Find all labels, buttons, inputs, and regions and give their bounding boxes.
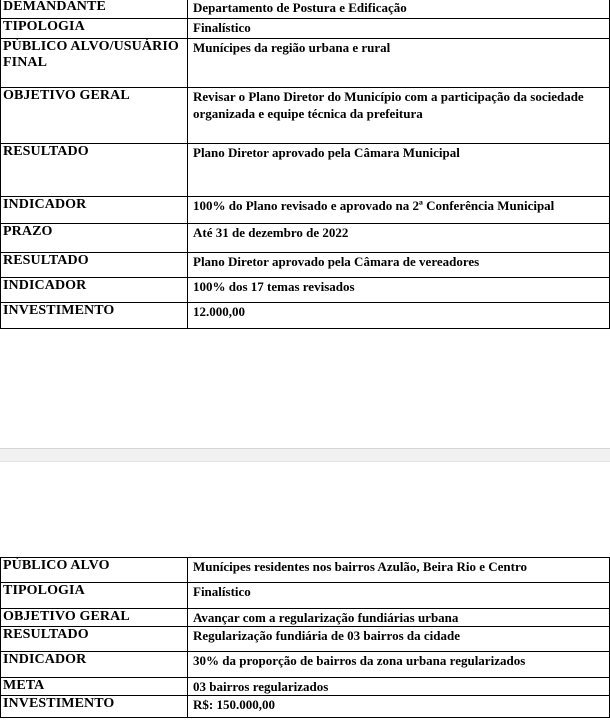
- row-value: 12.000,00: [188, 303, 610, 329]
- row-value: 03 bairros regularizados: [188, 678, 610, 696]
- row-label: RESULTADO: [1, 253, 188, 278]
- table-row: [1, 19, 610, 39]
- row-label: INVESTIMENTO: [1, 303, 188, 329]
- table-row: [1, 224, 610, 253]
- row-value: Avançar com a regularização fundiárias urbana: [188, 609, 610, 627]
- table-row: [1, 197, 610, 224]
- table-row: [1, 558, 610, 583]
- table-row: [1, 253, 610, 278]
- row-label: INDICADOR: [1, 197, 188, 224]
- row-value: R$: 150.000,00: [188, 696, 610, 718]
- row-label: INDICADOR: [1, 652, 188, 678]
- row-value: Departamento de Postura e Edificação: [188, 0, 610, 19]
- row-value: Plano Diretor aprovado pela Câmara de vereadores: [188, 253, 610, 278]
- table-row: [1, 303, 610, 329]
- row-value: 100% do Plano revisado e aprovado na 2ª Conferência Municipal: [188, 197, 610, 224]
- row-value: Até 31 de dezembro de 2022: [188, 224, 610, 253]
- table-row: [1, 652, 610, 678]
- row-value: Regularização fundiária de 03 bairros da cidade: [188, 627, 610, 652]
- row-label: RESULTADO: [1, 627, 188, 652]
- row-label: PÚBLICO ALVO: [1, 558, 188, 583]
- row-value: Finalístico: [188, 19, 610, 39]
- project-table-regularizacao-fundiaria: [0, 557, 610, 718]
- row-value: Revisar o Plano Diretor do Município com a participação da sociedade organizada e equipe técnica da prefeitura: [188, 88, 610, 144]
- row-value: 100% dos 17 temas revisados: [188, 278, 610, 303]
- row-label: TIPOLOGIA: [1, 19, 188, 39]
- table-row: [1, 583, 610, 609]
- row-label: RESULTADO: [1, 144, 188, 197]
- row-label: OBJETIVO GERAL: [1, 88, 188, 144]
- table-row: [1, 627, 610, 652]
- table-row: [1, 0, 610, 19]
- page-break: [0, 448, 610, 462]
- row-value: 30% da proporção de bairros da zona urbana regularizados: [188, 652, 610, 678]
- table-row: [1, 696, 610, 718]
- project-table-plano-diretor: [0, 0, 610, 329]
- row-value: Munícipes da região urbana e rural: [188, 39, 610, 88]
- row-label: PRAZO: [1, 224, 188, 253]
- row-value: Plano Diretor aprovado pela Câmara Municipal: [188, 144, 610, 197]
- row-label: PÚBLICO ALVO/USUÁRIO FINAL: [1, 39, 188, 88]
- table-row: [1, 88, 610, 144]
- table-row: [1, 678, 610, 696]
- row-label: META: [1, 678, 188, 696]
- table-row: [1, 609, 610, 627]
- row-value: Finalístico: [188, 583, 610, 609]
- row-label: TIPOLOGIA: [1, 583, 188, 609]
- row-label: INVESTIMENTO: [1, 696, 188, 718]
- table-row: [1, 144, 610, 197]
- row-label: DEMANDANTE: [1, 0, 188, 19]
- table-row: [1, 39, 610, 88]
- row-label: OBJETIVO GERAL: [1, 609, 188, 627]
- table-row: [1, 278, 610, 303]
- row-label: INDICADOR: [1, 278, 188, 303]
- row-value: Munícipes residentes nos bairros Azulão, Beira Rio e Centro: [188, 558, 610, 583]
